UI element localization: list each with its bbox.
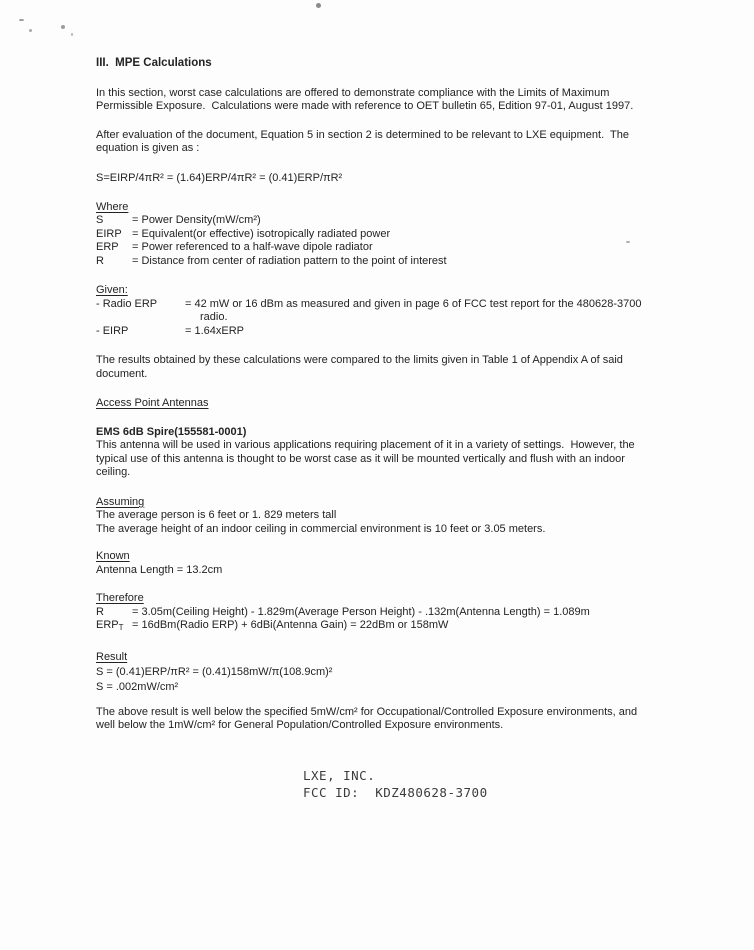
assuming-heading: Assuming: [96, 495, 145, 508]
result-heading: Result: [96, 650, 128, 663]
known-heading: Known: [96, 550, 130, 562]
term-label: R: [96, 605, 104, 618]
assuming-section: [96, 496, 734, 537]
term-definition: = Distance from center of radiation pattern to the point of interest: [132, 254, 447, 267]
definition-row: [96, 228, 734, 242]
access-point-antennas-heading: Access Point Antennas: [96, 397, 209, 409]
assumption-line: The average height of an indoor ceiling in commercial environment is 10 feet or 3.05 meters.: [96, 522, 546, 535]
term-definition: [185, 298, 641, 325]
scan-speck: [19, 19, 24, 21]
definition-row: [96, 255, 734, 269]
term-definition: = 3.05m(Ceiling Height) - 1.829m(Average Person Height) - .132m(Antenna Length) = 1.089m: [132, 605, 590, 618]
term-definition: = Power Density(mW/cm²): [132, 214, 261, 226]
term-definition: = Equivalent(or effective) isotropically radiated power: [132, 227, 391, 240]
result-equation-line: S = (0.41)ERP/πR² = (0.41)158mW/π(108.9cm)²: [96, 665, 333, 678]
term-definition: = Power referenced to a half-wave dipole radiator: [132, 241, 373, 253]
result-section: [96, 650, 734, 695]
known-line: Antenna Length = 13.2cm: [96, 563, 223, 576]
given-row-radio-erp: [96, 298, 734, 325]
value-line: = 42 mW or 16 dBm as measured and given in page 6 of FCC test report for the 480628-3700: [185, 297, 642, 310]
paragraph-line: In this section, worst case calculations are offered to demonstrate compliance with the Limits of Maximum: [96, 86, 610, 99]
result-value-line: S = .002mW/cm²: [96, 680, 179, 693]
where-section: [96, 201, 734, 269]
paragraph-line: well below the 1mW/cm² for General Population/Controlled Exposure environments.: [96, 719, 504, 731]
therefore-section: [96, 592, 734, 635]
document-content: [96, 57, 734, 733]
erp-label-main: ERP: [96, 619, 119, 631]
term-definition: = 16dBm(Radio ERP) + 6dBi(Antenna Gain) = 22dBm or 158mW: [132, 619, 449, 631]
therefore-heading: Therefore: [96, 592, 144, 604]
where-heading: Where: [96, 200, 129, 213]
term-label: - EIRP: [96, 324, 129, 337]
scan-speck: [71, 33, 73, 36]
power-density-equation: S=EIRP/4πR² = (1.64)ERP/4πR² = (0.41)ERP/πR²: [96, 171, 343, 184]
erp-label-subscript: T: [118, 623, 124, 632]
results-note-paragraph: [96, 354, 734, 381]
page-footer: [303, 767, 488, 801]
footer-company-name: LXE, INC.: [303, 768, 376, 783]
term-label: R: [96, 254, 104, 267]
scan-speck: [316, 3, 321, 8]
known-section: [96, 550, 734, 577]
evaluation-paragraph: [96, 129, 734, 156]
value-line: radio.: [200, 311, 228, 323]
therefore-row-erpt: [96, 619, 734, 635]
antenna-section: [96, 426, 734, 480]
paragraph-line: equation is given as :: [96, 142, 200, 154]
paragraph-line: document.: [96, 367, 148, 380]
term-label: [96, 619, 132, 635]
paragraph-line: The results obtained by these calculations were compared to the limits given in Table 1 of Appendix A of said: [96, 354, 623, 366]
paragraph-line: After evaluation of the document, Equation 5 in section 2 is determined to be relevant to LXE equipment. The: [96, 128, 630, 141]
definition-row: [96, 214, 734, 228]
paragraph-line: Permissible Exposure. Calculations were made with reference to OET bulletin 65, Edition 97-01, August 1997.: [96, 100, 634, 112]
given-section: [96, 284, 734, 338]
paragraph-line: ceiling.: [96, 466, 131, 478]
assumption-line: The average person is 6 feet or 1. 829 meters tall: [96, 509, 337, 521]
definition-row: [96, 241, 734, 255]
term-label: EIRP: [96, 227, 122, 240]
footer-fcc-id: FCC ID: KDZ480628-3700: [303, 785, 488, 800]
conclusion-paragraph: [96, 706, 734, 733]
term-label: ERP: [96, 241, 119, 253]
term-label: - Radio ERP: [96, 297, 158, 310]
paragraph-line: typical use of this antenna is thought to be worst case as it will be mounted vertically and flush with an indoor: [96, 452, 625, 465]
antenna-model-heading: EMS 6dB Spire(155581-0001): [96, 425, 247, 438]
paragraph-line: The above result is well below the specified 5mW/cm² for Occupational/Controlled Exposure environments, and: [96, 705, 638, 718]
term-definition: = 1.64xERP: [185, 324, 245, 337]
intro-paragraph: [96, 87, 734, 114]
paragraph-line: This antenna will be used in various applications requiring placement of it in a variety of settings. However, the: [96, 439, 635, 451]
therefore-row-r: [96, 606, 734, 620]
term-label: S: [96, 214, 104, 226]
given-heading: Given:: [96, 284, 128, 296]
section-heading: III. MPE Calculations: [96, 57, 212, 69]
scan-speck: [61, 25, 65, 29]
scan-speck: [29, 29, 32, 32]
given-row-eirp: [96, 325, 734, 339]
